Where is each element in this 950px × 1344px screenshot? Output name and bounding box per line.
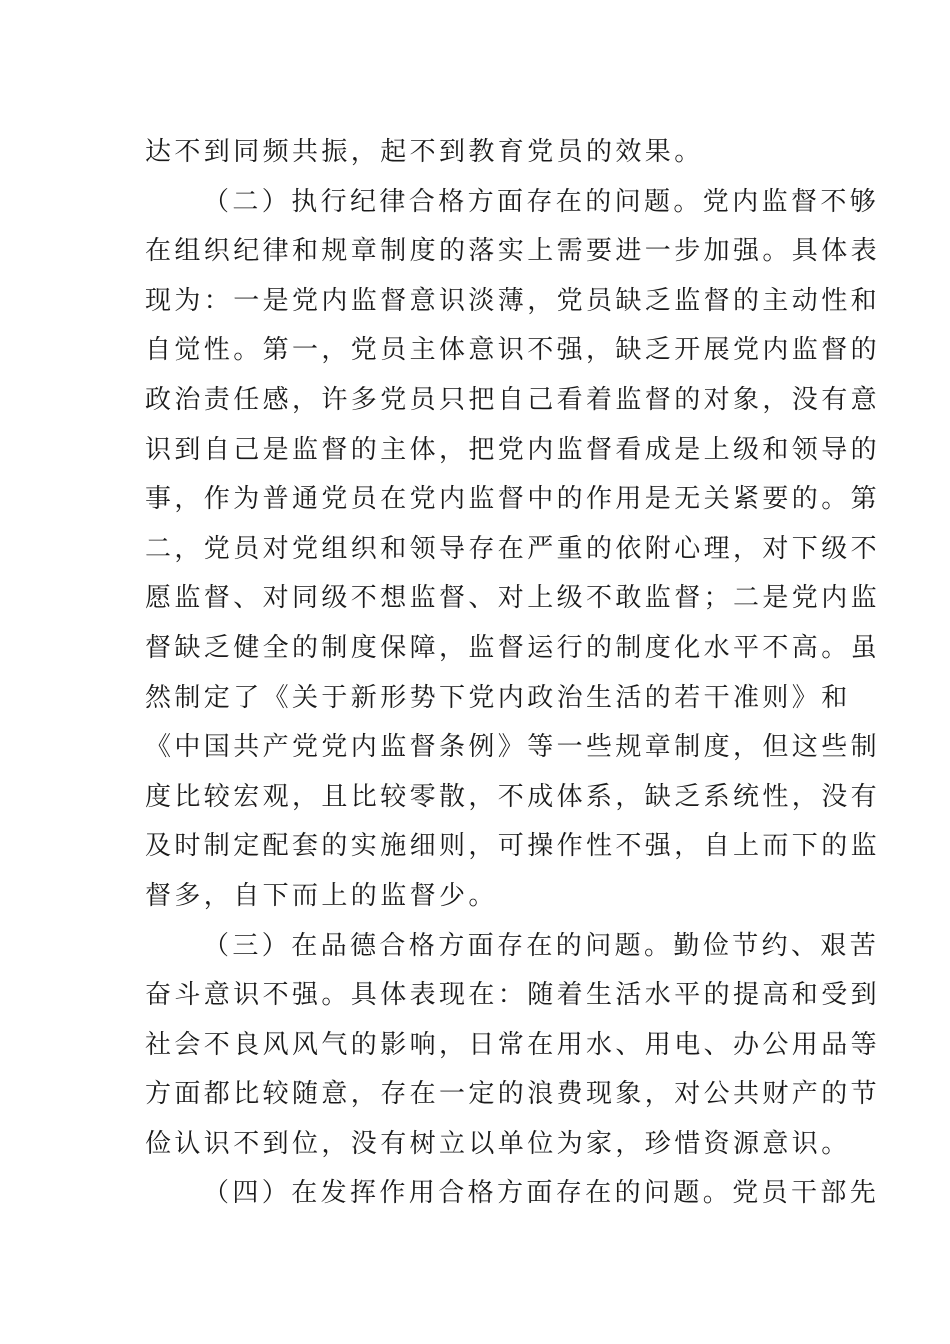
text-line: 度比较宏观，且比较零散，不成体系，缺乏系统性，没有: [145, 781, 881, 812]
text-line: 奋斗意识不强。具体表现在：随着生活水平的提高和受到: [145, 980, 881, 1011]
text-line: 事，作为普通党员在党内监督中的作用是无关紧要的。第: [145, 484, 881, 515]
text-line: 政治责任感，许多党员只把自己看着监督的对象，没有意: [145, 384, 881, 415]
text-line: 二，党员对党组织和领导存在严重的依附心理，对下级不: [145, 533, 881, 564]
document-body-text: [145, 128, 881, 1219]
text-line: 现为：一是党内监督意识淡薄，党员缺乏监督的主动性和: [145, 285, 881, 316]
text-line: 督多，自下而上的监督少。: [145, 880, 498, 911]
paragraph-heading-line: （四）在发挥作用合格方面存在的问题。党员干部先: [203, 1178, 880, 1209]
text-line: 在组织纪律和规章制度的落实上需要进一步加强。具体表: [145, 236, 881, 267]
text-line: 督缺乏健全的制度保障，监督运行的制度化水平不高。虽: [145, 632, 881, 663]
text-line: 社会不良风风气的影响，日常在用水、用电、办公用品等: [145, 1029, 881, 1060]
text-line: 及时制定配套的实施细则，可操作性不强，自上而下的监: [145, 831, 881, 862]
text-line: 然制定了《关于新形势下党内政治生活的若干准则》和: [145, 682, 851, 713]
text-line: 自觉性。第一，党员主体意识不强，缺乏开展党内监督的: [145, 335, 881, 366]
text-line: 愿监督、对同级不想监督、对上级不敢监督；二是党内监: [145, 583, 881, 614]
text-line: 识到自己是监督的主体，把党内监督看成是上级和领导的: [145, 434, 881, 465]
text-line: 《中国共产党党内监督条例》等一些规章制度，但这些制: [145, 732, 881, 763]
paragraph-heading-line: （二）执行纪律合格方面存在的问题。党内监督不够: [203, 186, 880, 217]
text-line: 达不到同频共振，起不到教育党员的效果。: [145, 137, 704, 167]
text-line: 俭认识不到位，没有树立以单位为家，珍惜资源意识。: [145, 1128, 851, 1159]
paragraph-heading-line: （三）在品德合格方面存在的问题。勤俭节约、艰苦: [203, 930, 880, 961]
text-line: 方面都比较随意，存在一定的浪费现象，对公共财产的节: [145, 1079, 881, 1110]
